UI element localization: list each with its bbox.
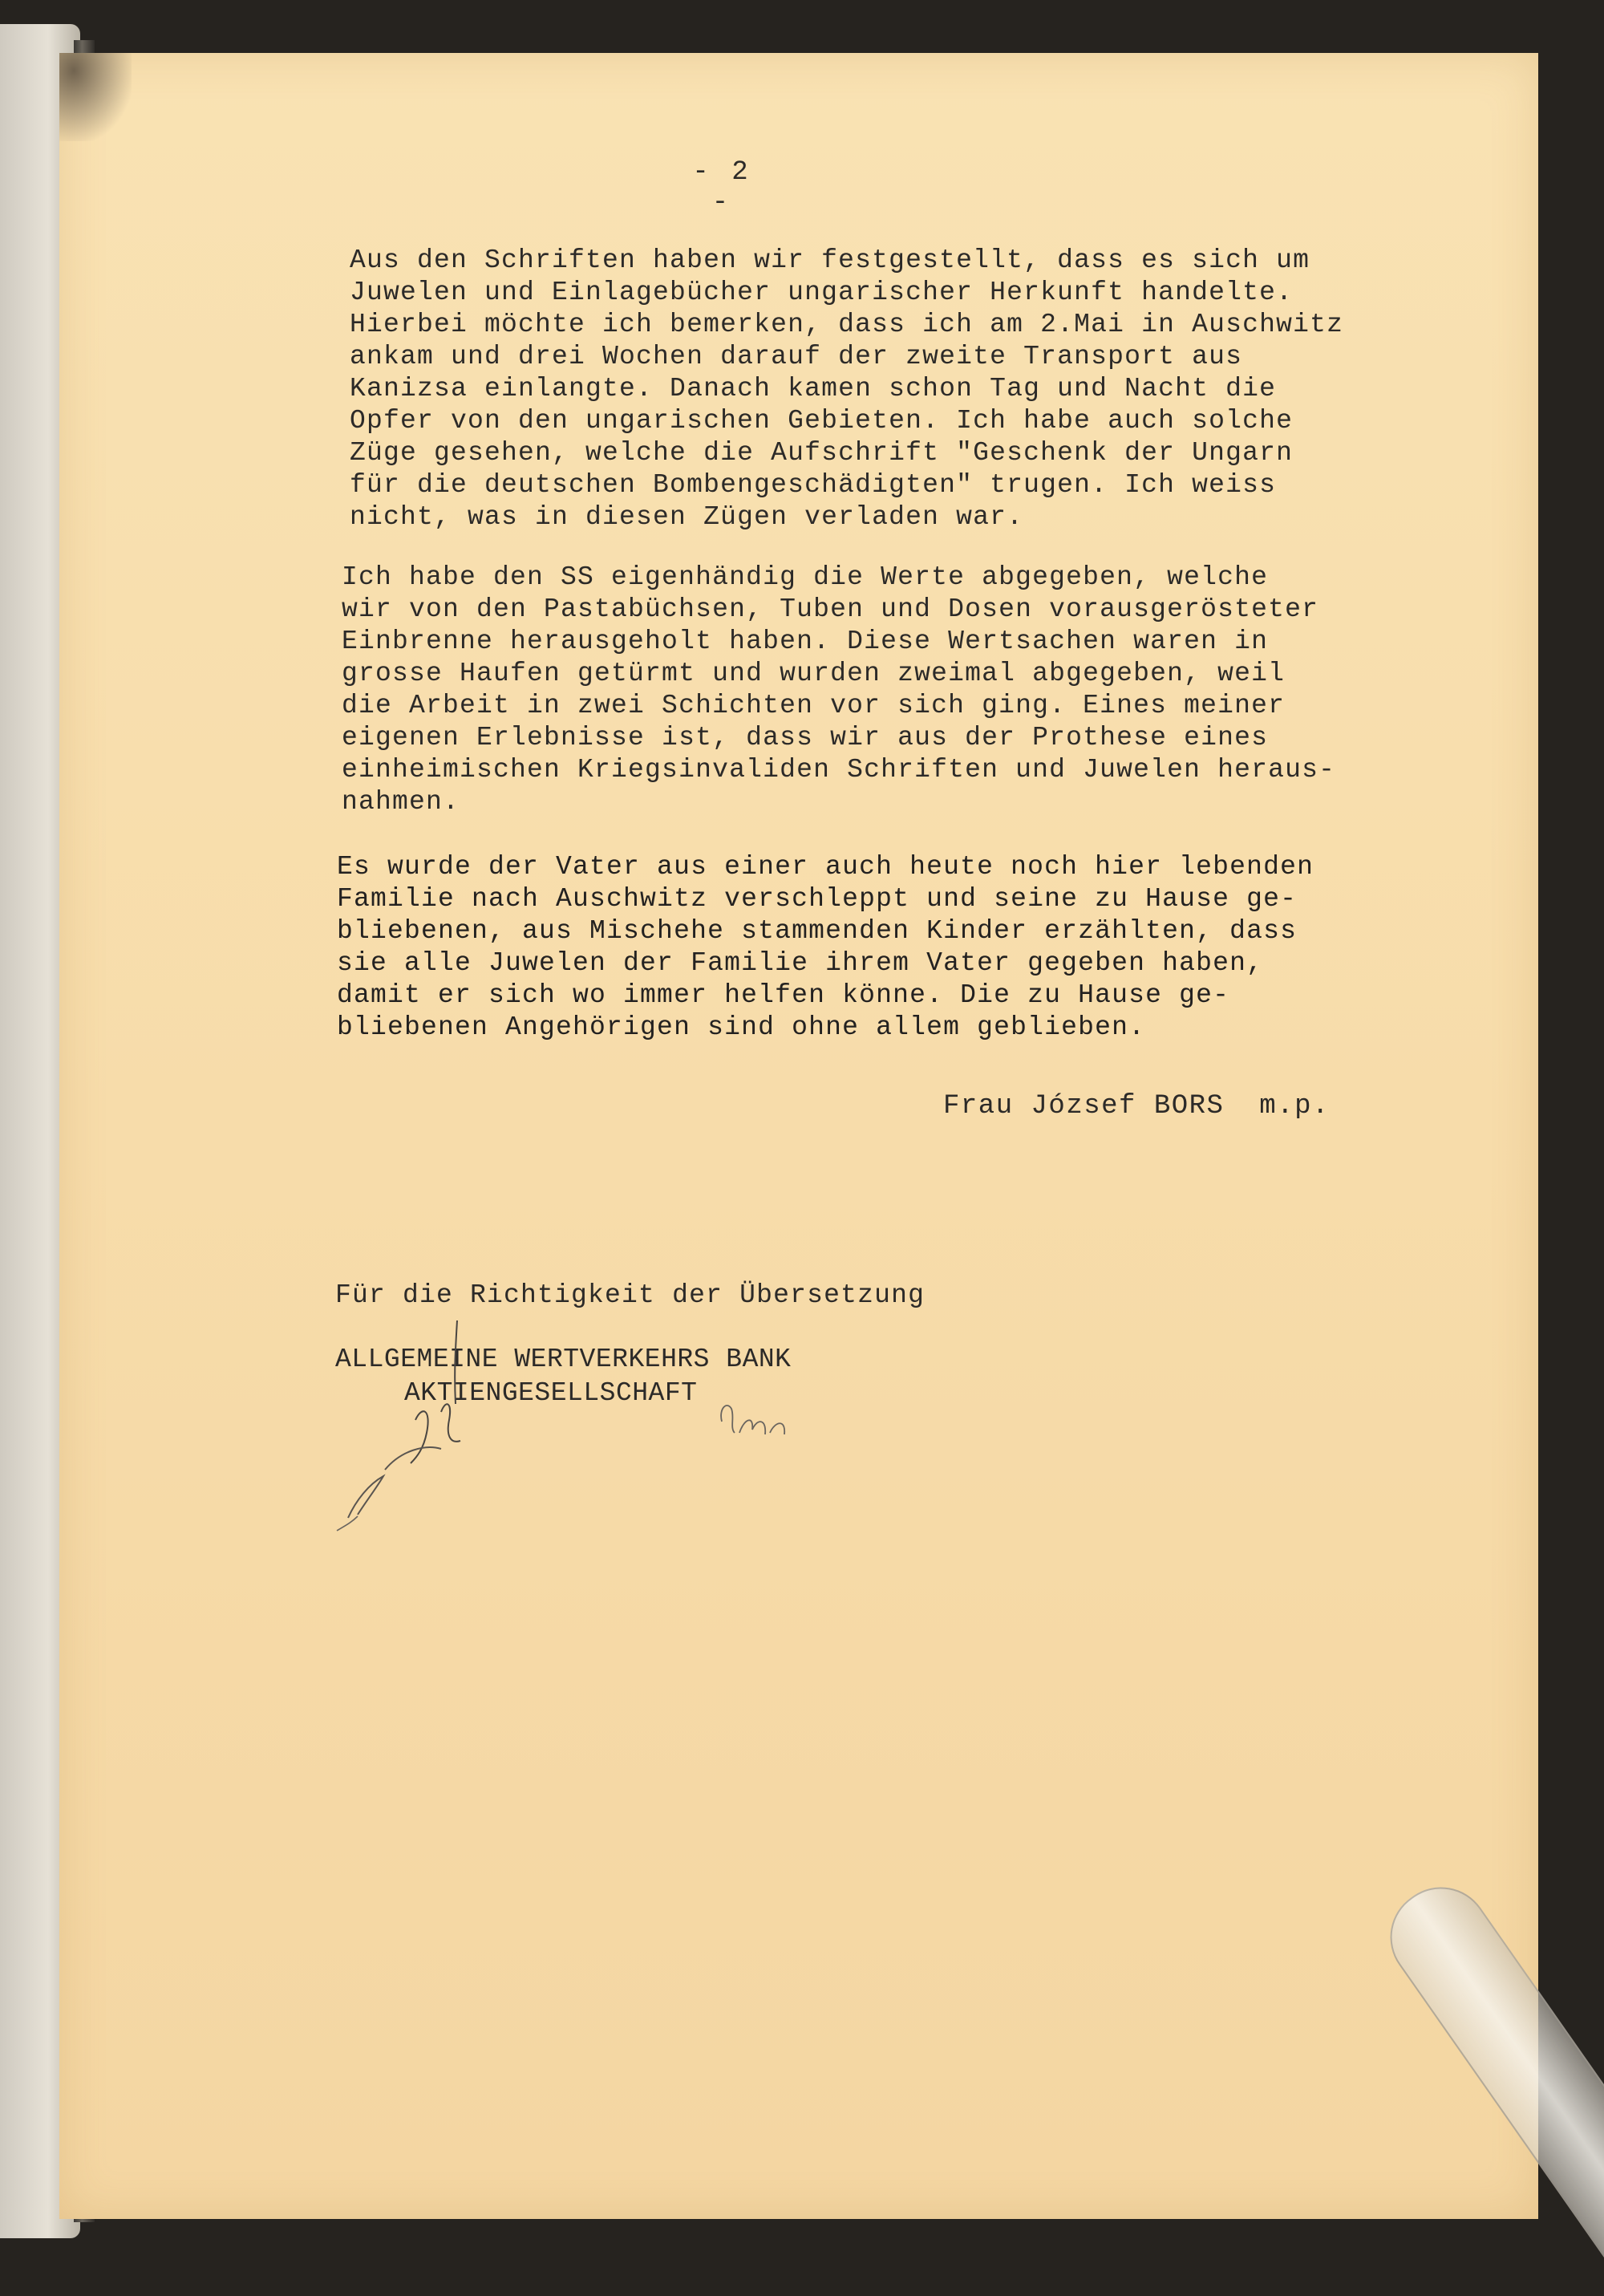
text-line: Aus den Schriften haben wir festgestellt, dass es sich um: [350, 245, 1310, 275]
text-line: ankam und drei Wochen darauf der zweite Transport aus: [350, 342, 1243, 371]
text-line: Juwelen und Einlagebücher ungarischer Herkunft handelte.: [350, 278, 1294, 307]
text-line: nicht, was in diesen Zügen verladen war.: [350, 502, 1024, 532]
text-line: wir von den Pastabüchsen, Tuben und Dosen vorausgerösteter: [342, 594, 1319, 624]
text-line: Einbrenne herausgeholt haben. Diese Wertsachen waren in: [342, 627, 1269, 656]
paragraph-3: [337, 851, 1314, 1044]
text-line: grosse Haufen getürmt und wurden zweimal abgegeben, weil: [342, 659, 1286, 688]
text-line: für die deutschen Bombengeschädigten" trugen. Ich weiss: [350, 470, 1277, 500]
text-line: Hierbei möchte ich bemerken, dass ich am 2.Mai in Auschwitz: [350, 310, 1344, 339]
text-line: Opfer von den ungarischen Gebieten. Ich habe auch solche: [350, 406, 1294, 436]
text-line: Züge gesehen, welche die Aufschrift "Geschenk der Ungarn: [350, 438, 1294, 468]
handwritten-signature: [321, 1316, 834, 1540]
text-line: nahmen.: [342, 787, 460, 817]
text-line: Ich habe den SS eigenhändig die Werte abgegeben, welche: [342, 562, 1269, 592]
text-line: damit er sich wo immer helfen könne. Die zu Hause ge-: [337, 980, 1230, 1010]
text-line: sie alle Juwelen der Familie ihrem Vater gegeben haben,: [337, 948, 1264, 978]
page-number: - 2 -: [692, 157, 751, 218]
text-line: bliebenen Angehörigen sind ohne allem geblieben.: [337, 1012, 1146, 1042]
text-line: die Arbeit in zwei Schichten vor sich ging. Eines meiner: [342, 691, 1286, 720]
text-line: eigenen Erlebnisse ist, dass wir aus der Prothese eines: [342, 723, 1269, 752]
signature-line: Frau József BORS m.p.: [943, 1091, 1330, 1122]
text-line: bliebenen, aus Mischehe stammenden Kinder erzählten, dass: [337, 916, 1298, 946]
paragraph-2: [342, 562, 1335, 818]
translation-certification: Für die Richtigkeit der Übersetzung: [335, 1280, 926, 1310]
bank-stamp-name: ALLGEMEINE WERTVERKEHRS BANK: [335, 1345, 792, 1374]
text-line: einheimischen Kriegsinvaliden Schriften und Juwelen heraus-: [342, 755, 1336, 785]
paragraph-1: [350, 245, 1343, 533]
bank-stamp-suffix: AKTIENGESELLSCHAFT: [404, 1378, 698, 1408]
text-line: Es wurde der Vater aus einer auch heute noch hier lebenden: [337, 852, 1314, 882]
text-line: Kanizsa einlangte. Danach kamen schon Tag und Nacht die: [350, 374, 1277, 404]
text-line: Familie nach Auschwitz verschleppt und seine zu Hause ge-: [337, 884, 1298, 914]
